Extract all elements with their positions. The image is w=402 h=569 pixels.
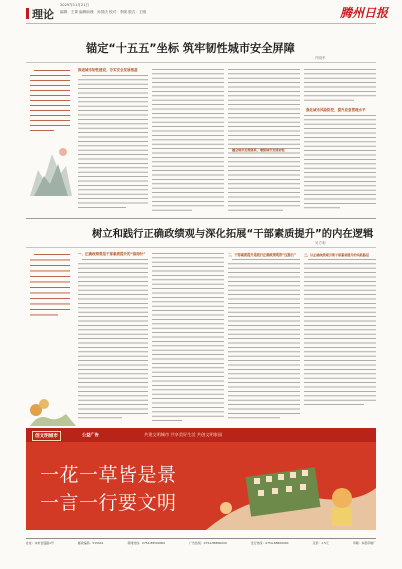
- header-rule: [26, 23, 376, 24]
- article-separator: [26, 218, 376, 219]
- newspaper-brand: 腾州日报: [340, 6, 389, 20]
- footer-item: 新闻热线：0754-88500000: [127, 541, 166, 545]
- footer-item: 发行热线：0754-88900000: [250, 541, 289, 545]
- article2-divider: [26, 247, 376, 248]
- article1-headline[interactable]: 锚定“十五五”坐标 筑牢韧性城市安全屏障: [86, 42, 295, 55]
- article2-byline: 吴方明: [315, 241, 326, 245]
- article1-col2-text: [152, 68, 224, 214]
- flower-illustration: [26, 388, 76, 426]
- article1-col3-text: [228, 68, 300, 214]
- article2-subhead-3: 三、以正确政绩观引领干部素质提升的实践路径: [304, 253, 369, 257]
- article1-subhead-1: 推进城市韧性建设，夯实安全发展根基: [78, 68, 138, 72]
- footer-item: 印刷：本报印刷厂: [352, 541, 376, 545]
- banner-headline-1: 一花一草皆是景: [40, 464, 177, 486]
- section-name: 理论: [32, 8, 54, 21]
- article1-divider: [26, 62, 376, 63]
- footer-item: 定价：1.5元: [312, 541, 329, 545]
- article2-headline[interactable]: 树立和践行正确政绩观与深化拓展“干部素质提升”的内在逻辑: [92, 228, 374, 240]
- article2-subhead-2: 二、干部素质提升是践行正确政绩观的“压舱石”: [228, 253, 296, 257]
- section-marker: [26, 8, 29, 19]
- ink-mountain-illustration: [30, 140, 72, 196]
- article1-byline: 许晓军: [315, 56, 326, 60]
- banner-publisher: 公益广告: [82, 432, 99, 437]
- issue-date: 2025年11月21日: [60, 3, 90, 7]
- article2-col3-text: [228, 258, 300, 424]
- article2-subhead-1: 一、正确政绩观是干部素质提升的“指南针”: [78, 252, 146, 256]
- footer-rule: [26, 538, 376, 539]
- banner-headline-2: 一言一行要文明: [40, 492, 177, 514]
- banner-slogan: 共建文明城市 共享美好生活 共创文明家园: [144, 432, 223, 437]
- banner-tag: 创文明城市: [32, 431, 61, 441]
- article1-col1-text: [78, 74, 148, 214]
- article2-intro-lines: [30, 252, 70, 324]
- article1-intro-lines: [30, 68, 70, 136]
- article2-col2-text: [152, 252, 224, 424]
- article2-col1-text: [78, 258, 148, 424]
- editor-credits: 编辑：王菁 编辑助理：孙国庆 校对：李刚 版式：王刚: [60, 10, 147, 14]
- footer-item: 社址：本市金盛路1号: [26, 541, 54, 545]
- footer-item: 广告热线：0754-88800000: [189, 541, 227, 545]
- article1-subhead-2: 强化城市风险防控，提升应急管理水平: [306, 108, 366, 112]
- footer-item: 邮政编码：515041: [77, 541, 104, 545]
- article1-subhead-3: 健全城市治理体系，增强城市发展韧性: [232, 148, 285, 152]
- article1-col4-text: [304, 68, 376, 214]
- article2-col4-text: [304, 258, 376, 424]
- public-service-banner: [26, 428, 376, 530]
- page-footer: [26, 541, 376, 545]
